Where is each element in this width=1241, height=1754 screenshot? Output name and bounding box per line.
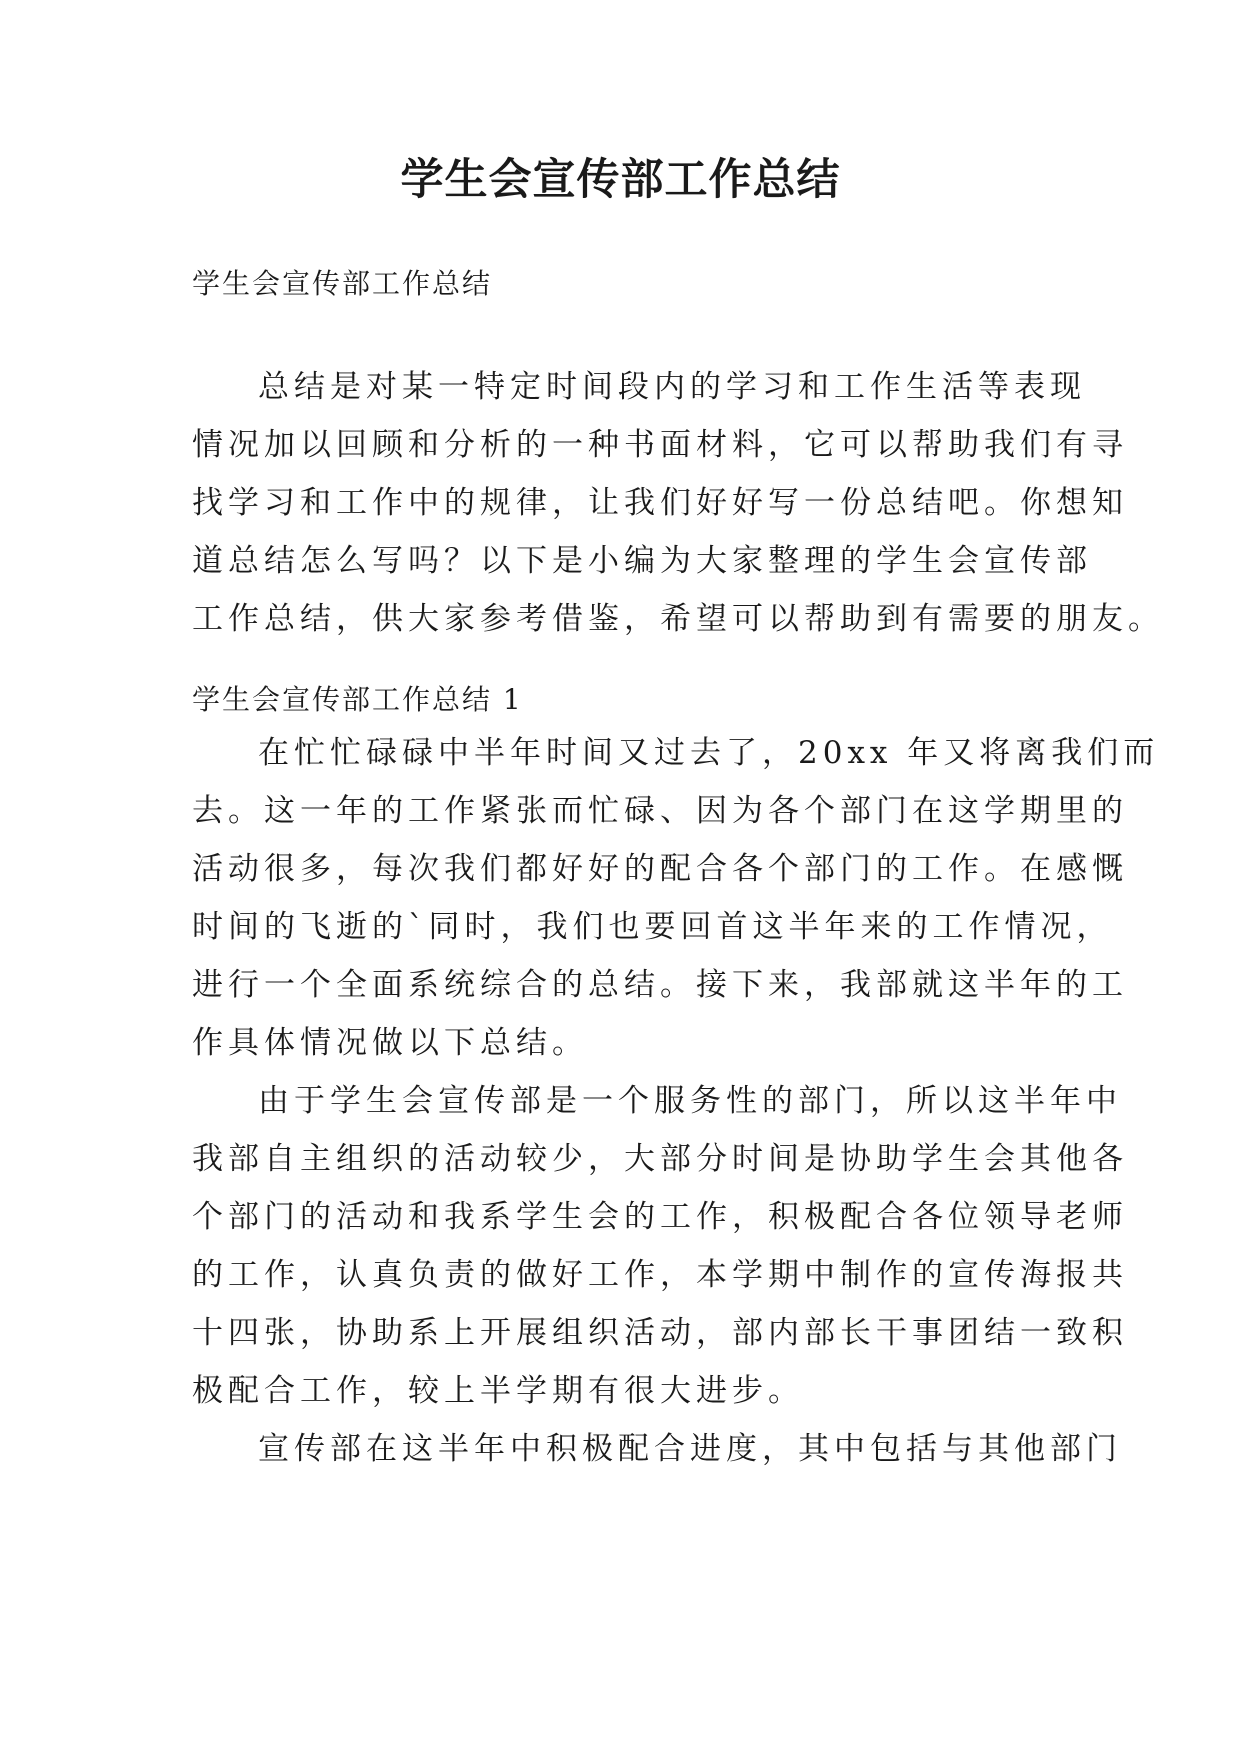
intro-line: 工作总结，供大家参考借鉴，希望可以帮助到有需要的朋友。	[192, 601, 1164, 637]
section-1-paragraph-3	[192, 1420, 1122, 1478]
intro-line: 找学习和工作中的规律，让我们好好写一份总结吧。你想知	[192, 485, 1128, 521]
paragraph-line: 作具体情况做以下总结。	[192, 1025, 588, 1061]
paragraph-line: 在忙忙碌碌中半年时间又过去了，20xx 年又将离我们而	[258, 735, 1160, 771]
paragraph-line: 极配合工作，较上半学期有很大进步。	[192, 1373, 804, 1409]
paragraph-line: 十四张，协助系上开展组织活动，部内部长干事团结一致积	[192, 1315, 1128, 1351]
paragraph-line: 时间的飞逝的`同时，我们也要回首这半年来的工作情况，	[192, 909, 1113, 945]
intro-line: 总结是对某一特定时间段内的学习和工作生活等表现	[258, 369, 1086, 405]
paragraph-line: 由于学生会宣传部是一个服务性的部门，所以这半年中	[258, 1083, 1122, 1119]
paragraph-line: 去。这一年的工作紧张而忙碌、因为各个部门在这学期里的	[192, 793, 1128, 829]
section-1-paragraph-2	[192, 1072, 1128, 1420]
section-1-paragraph-1	[192, 724, 1160, 1072]
intro-line: 情况加以回顾和分析的一种书面材料，它可以帮助我们有寻	[192, 427, 1128, 463]
document-title: 学生会宣传部工作总结	[400, 155, 841, 205]
paragraph-line: 进行一个全面系统综合的总结。接下来，我部就这半年的工	[192, 967, 1128, 1003]
section-1-heading: 学生会宣传部工作总结 1	[192, 683, 523, 716]
paragraph-line: 我部自主组织的活动较少，大部分时间是协助学生会其他各	[192, 1141, 1128, 1177]
paragraph-line: 的工作，认真负责的做好工作，本学期中制作的宣传海报共	[192, 1257, 1128, 1293]
paragraph-line: 个部门的活动和我系学生会的工作，积极配合各位领导老师	[192, 1199, 1128, 1235]
paragraph-line: 宣传部在这半年中积极配合进度，其中包括与其他部门	[258, 1431, 1122, 1467]
intro-paragraph	[192, 358, 1164, 648]
paragraph-line: 活动很多，每次我们都好好的配合各个部门的工作。在感慨	[192, 851, 1128, 887]
document-subtitle: 学生会宣传部工作总结	[192, 267, 493, 300]
intro-line: 道总结怎么写吗？以下是小编为大家整理的学生会宣传部	[192, 543, 1092, 579]
